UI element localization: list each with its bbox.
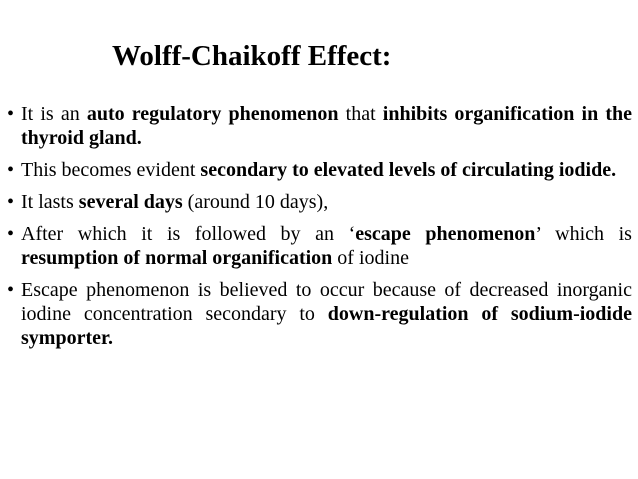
- bullet-item: [7, 278, 632, 350]
- bullet-item: [7, 222, 632, 270]
- bullet-item: [7, 190, 632, 214]
- bullet-text: that: [338, 103, 383, 125]
- bullet-dot-icon: •: [7, 191, 15, 213]
- bullet-dot-icon: •: [7, 159, 15, 181]
- bullet-item: [7, 158, 632, 182]
- bullet-text: ’ which is: [535, 223, 632, 245]
- bullet-dot-icon: •: [7, 223, 15, 245]
- bullet-text: Escape phenomenon is believed to occur because of decreased inorganic iodine concentration secondary to: [21, 279, 632, 325]
- bullet-bold-text: resumption of normal organification: [21, 247, 333, 269]
- bullet-text: of iodine: [332, 247, 409, 269]
- bullet-bold-text: auto regulatory phenomenon: [86, 103, 339, 125]
- slide-title: Wolff-Chaikoff Effect:: [112, 40, 392, 72]
- bullet-text: (around 10 days),: [182, 191, 329, 213]
- bullet-bold-text: secondary to elevated levels of circulating iodide.: [200, 159, 617, 181]
- bullet-bold-text: down-regulation of sodium-iodide symporter.: [21, 303, 632, 349]
- bullet-bold-text: escape phenomenon: [355, 223, 536, 245]
- bullet-text: It is an: [21, 103, 87, 125]
- bullet-text: This becomes evident: [21, 159, 201, 181]
- bullet-bold-text: inhibits organification in the thyroid gland.: [21, 103, 633, 149]
- bullet-dot-icon: •: [7, 103, 15, 125]
- bullet-item: [7, 102, 632, 150]
- bullet-text: After which it is followed by an ‘: [21, 223, 356, 245]
- bullet-dot-icon: •: [7, 279, 15, 301]
- bullet-list: [7, 102, 632, 358]
- bullet-bold-text: several days: [78, 191, 183, 213]
- bullet-text: It lasts: [21, 191, 79, 213]
